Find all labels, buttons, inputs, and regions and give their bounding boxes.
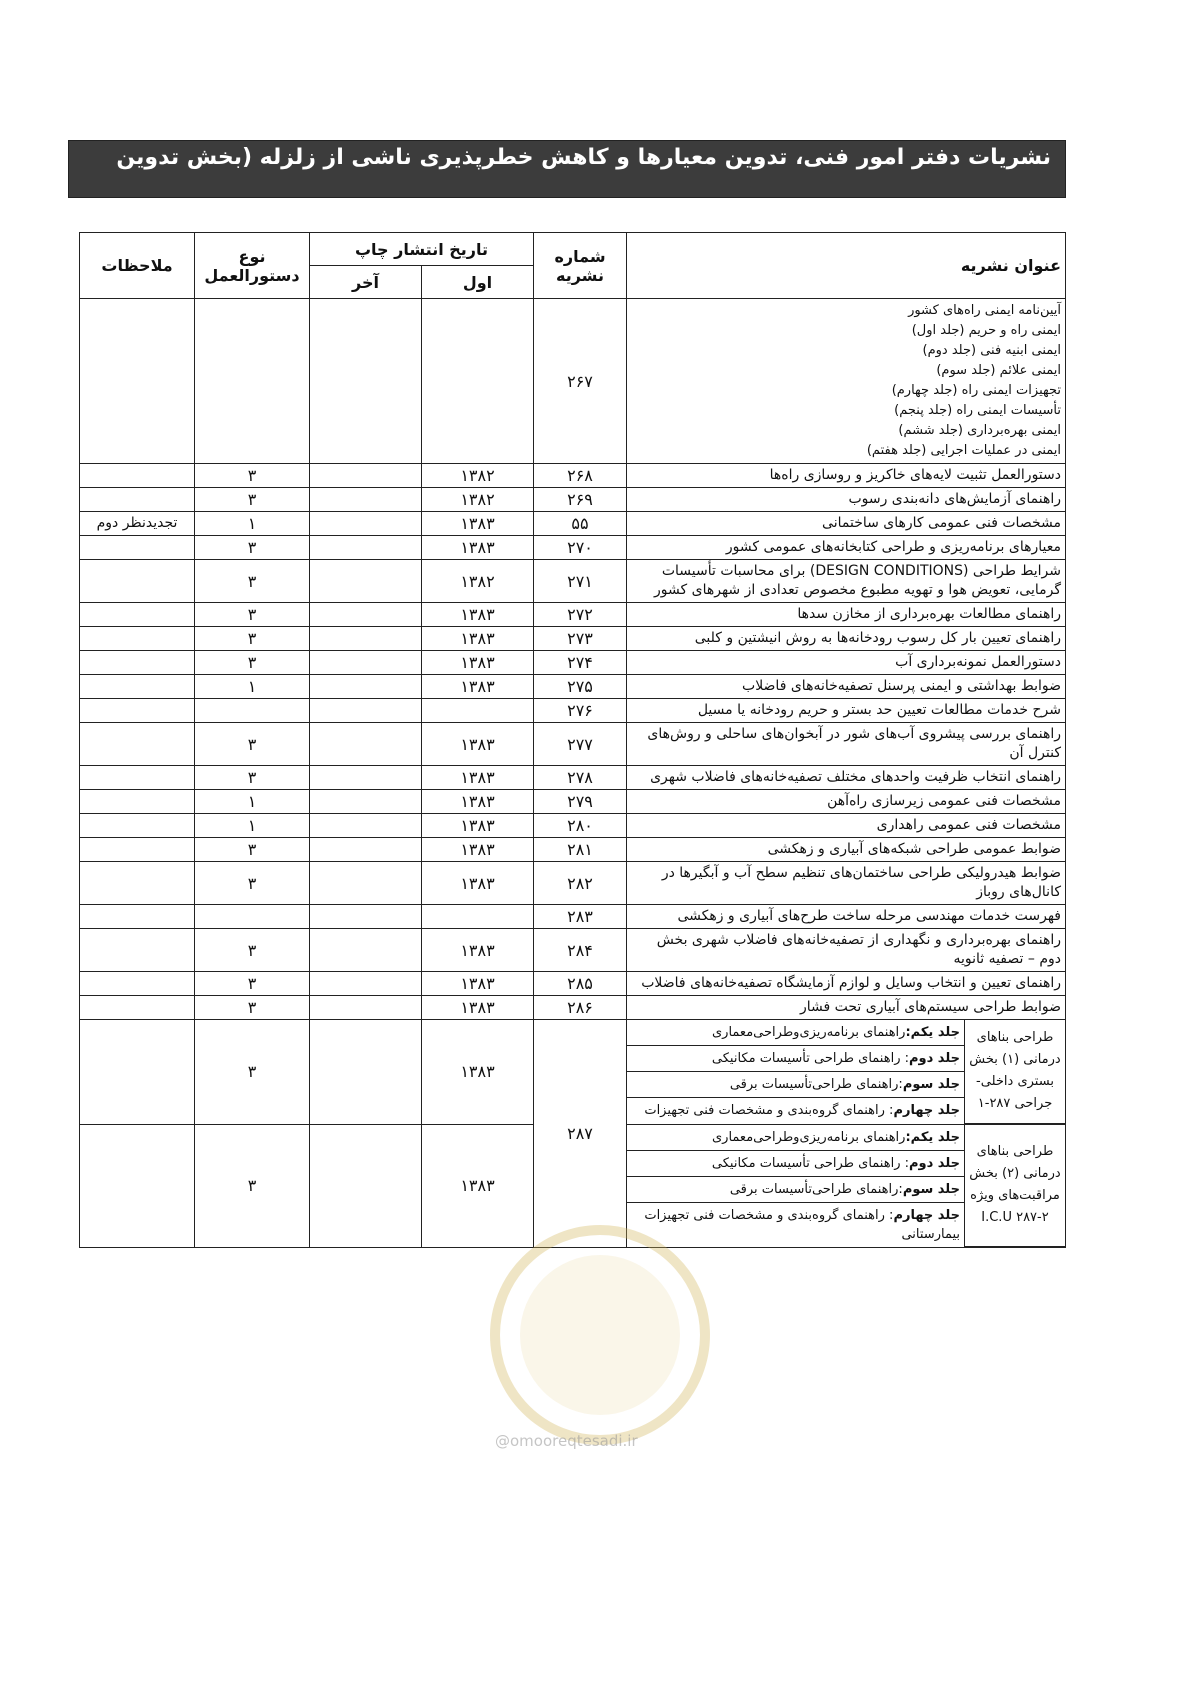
row-number: ۲۷۱ [534, 560, 627, 603]
row-type: ۳ [195, 929, 310, 972]
volume-text: : راهنمای گروه‌بندی و مشخصات فنی تجهیزات بیمارستانی [644, 1207, 960, 1242]
row-type: ۳ [195, 996, 310, 1020]
publications-table-wrapper [79, 232, 1066, 1248]
volume-text: : راهنمای طراحی تأسیسات مکانیکی [711, 1051, 909, 1066]
row-last-print [310, 675, 422, 699]
volume-label: جلد دوم [909, 1051, 960, 1066]
row-title-line: ایمنی بهره‌برداری (جلد ششم) [898, 423, 1061, 438]
row-title: راهنمای تعیین و انتخاب وسایل و لوازم آزمایشگاه تصفیه‌خانه‌های فاضلاب [627, 972, 1066, 996]
row-title: راهنمای بررسی پیشروی آب‌های شور در آبخوان‌های ساحلی و روش‌های کنترل آن [627, 723, 1066, 766]
row-first-print: ۱۳۸۳ [422, 929, 534, 972]
volume-text: : راهنمای گروه‌بندی و مشخصات فنی تجهیزات [644, 1103, 894, 1118]
page-banner [68, 140, 1066, 198]
row-notes [80, 675, 195, 699]
row-title: راهنمای آزمایش‌های دانه‌بندی رسوب [627, 488, 1066, 512]
row-number: ۲۸۰ [534, 814, 627, 838]
row-first-print: ۱۳۸۳ [422, 838, 534, 862]
row-notes [80, 814, 195, 838]
row-type [195, 905, 310, 929]
row-first-print [422, 905, 534, 929]
table-row [80, 675, 1066, 699]
row-notes: تجدیدنظر دوم [80, 512, 195, 536]
publications-table [79, 232, 1066, 1248]
row-notes [80, 536, 195, 560]
volume-row [627, 1020, 1065, 1046]
row-last-print [310, 488, 422, 512]
row-first-print [422, 699, 534, 723]
row-number: ۲۷۶ [534, 699, 627, 723]
row-last-print [310, 1020, 422, 1125]
row-notes [80, 972, 195, 996]
row-type: ۳ [195, 723, 310, 766]
row-type: ۳ [195, 1020, 310, 1125]
row-last-print [310, 814, 422, 838]
table-row [80, 627, 1066, 651]
row-title-group [627, 1124, 1066, 1248]
row-number: ۲۶۹ [534, 488, 627, 512]
row-type: ۳ [195, 972, 310, 996]
row-title: مشخصات فنی عمومی کارهای ساختمانی [627, 512, 1066, 536]
row-title: معیارهای برنامه‌ریزی و طراحی کتابخانه‌های عمومی کشور [627, 536, 1066, 560]
row-last-print [310, 838, 422, 862]
row-last-print [310, 560, 422, 603]
table-row [80, 814, 1066, 838]
row-notes [80, 838, 195, 862]
table-row [80, 603, 1066, 627]
row-notes [80, 1020, 195, 1125]
row-last-print [310, 929, 422, 972]
row-first-print: ۱۳۸۳ [422, 627, 534, 651]
volume-text: راهنمای برنامه‌ریزی‌وطراحی‌معماری [712, 1129, 906, 1145]
row-type: ۳ [195, 536, 310, 560]
table-body [80, 299, 1066, 1248]
table-row [80, 512, 1066, 536]
volume-item [627, 1072, 965, 1098]
row-number: ۲۷۴ [534, 651, 627, 675]
row-title: شرح خدمات مطالعات تعیین حد بستر و حریم رودخانه یا مسیل [627, 699, 1066, 723]
row-last-print [310, 723, 422, 766]
row-type [195, 699, 310, 723]
row-notes [80, 603, 195, 627]
row-first-print [422, 299, 534, 464]
row-first-print: ۱۳۸۳ [422, 512, 534, 536]
row-type: ۱ [195, 790, 310, 814]
table-row [80, 996, 1066, 1020]
row-first-print: ۱۳۸۲ [422, 464, 534, 488]
header-last-print: آخر [310, 266, 422, 299]
volume-item [627, 1150, 965, 1176]
row-first-print: ۱۳۸۳ [422, 1020, 534, 1125]
row-number: ۲۷۹ [534, 790, 627, 814]
row-title [627, 299, 1066, 464]
row-last-print [310, 512, 422, 536]
row-number: ۲۷۸ [534, 766, 627, 790]
row-last-print [310, 862, 422, 905]
volume-label: جلد دوم [909, 1155, 960, 1171]
row-last-print [310, 299, 422, 464]
row-number: ۲۷۵ [534, 675, 627, 699]
row-title: شرایط طراحی (DESIGN CONDITIONS) برای محاسبات تأسیسات گرمایی، تعویض هوا و تهویه مطبوع مخصوص تعدادی از شهرهای کشور [627, 560, 1066, 603]
group-label: طراحی بناهای درمانی (۲) بخش مراقبت‌های ویژه I.C.U ۲۸۷-۲ [965, 1125, 1066, 1247]
row-type: ۳ [195, 862, 310, 905]
row-last-print [310, 790, 422, 814]
row-last-print [310, 603, 422, 627]
row-title-line: ایمنی در عملیات اجرایی (جلد هفتم) [866, 443, 1061, 458]
table-row [80, 560, 1066, 603]
row-notes [80, 996, 195, 1020]
row-notes [80, 905, 195, 929]
volume-text: :راهنمای طراحی‌تأسیسات برقی [729, 1181, 903, 1197]
table-row [80, 536, 1066, 560]
volume-text: راهنمای برنامه‌ریزی‌وطراحی‌معماری [712, 1025, 906, 1040]
table-row [80, 651, 1066, 675]
row-first-print: ۱۳۸۳ [422, 862, 534, 905]
row-last-print [310, 905, 422, 929]
row-notes [80, 790, 195, 814]
table-row [80, 790, 1066, 814]
header-type: نوع دستورالعمل [195, 233, 310, 299]
row-notes [80, 1124, 195, 1248]
volume-row [627, 1125, 1065, 1151]
table-row [80, 1020, 1066, 1125]
row-notes [80, 464, 195, 488]
table-row [80, 838, 1066, 862]
seal-stamp [490, 1225, 710, 1445]
watermark-text: @omooreqtesadi.ir [495, 1432, 638, 1450]
row-title: راهنمای تعیین بار کل رسوب رودخانه‌ها به روش انیشتین و کلبی [627, 627, 1066, 651]
table-row [80, 699, 1066, 723]
row-first-print: ۱۳۸۳ [422, 536, 534, 560]
volume-subtable [627, 1125, 1065, 1248]
row-type: ۱ [195, 814, 310, 838]
row-notes [80, 929, 195, 972]
row-first-print: ۱۳۸۳ [422, 814, 534, 838]
row-title: ضوابط بهداشتی و ایمنی پرسنل تصفیه‌خانه‌های فاضلاب [627, 675, 1066, 699]
row-notes [80, 723, 195, 766]
row-first-print: ۱۳۸۲ [422, 560, 534, 603]
row-title-line: ایمنی علائم (جلد سوم) [936, 363, 1061, 378]
row-title-line: ایمنی ابنیه فنی (جلد دوم) [922, 343, 1061, 358]
row-number: ۲۷۰ [534, 536, 627, 560]
volume-text: : راهنمای طراحی تأسیسات مکانیکی [711, 1155, 909, 1171]
group-label: طراحی بناهای درمانی (۱) بخش بستری داخلی- جراحی ۲۸۷-۱ [965, 1020, 1066, 1123]
table-row [80, 972, 1066, 996]
volume-label: جلد چهارم [893, 1207, 960, 1223]
table-row [80, 464, 1066, 488]
row-notes [80, 488, 195, 512]
volume-label: جلد چهارم [893, 1103, 960, 1118]
row-type: ۱ [195, 675, 310, 699]
row-first-print: ۱۳۸۳ [422, 603, 534, 627]
row-type: ۳ [195, 488, 310, 512]
row-number: ۲۸۳ [534, 905, 627, 929]
row-number: ۲۸۴ [534, 929, 627, 972]
row-title: ضوابط عمومی طراحی شبکه‌های آبیاری و زهکشی [627, 838, 1066, 862]
table-row [80, 488, 1066, 512]
row-first-print: ۱۳۸۳ [422, 766, 534, 790]
banner-title: نشریات دفتر امور فنی، تدوین معیارها و کاهش خطرپذیری ناشی از زلزله (بخش تدوین [116, 145, 1051, 170]
row-title: دستورالعمل تثبیت لایه‌های خاکریز و روسازی راه‌ها [627, 464, 1066, 488]
row-first-print: ۱۳۸۳ [422, 1124, 534, 1248]
row-title: راهنمای مطالعات بهره‌برداری از مخازن سدها [627, 603, 1066, 627]
row-title-line: ایمنی راه و حریم (جلد اول) [911, 323, 1061, 338]
row-notes [80, 699, 195, 723]
row-number: ۲۷۲ [534, 603, 627, 627]
row-number: ۲۶۸ [534, 464, 627, 488]
row-last-print [310, 651, 422, 675]
volume-subtable [627, 1020, 1065, 1124]
row-type: ۳ [195, 603, 310, 627]
row-last-print [310, 766, 422, 790]
table-row [80, 905, 1066, 929]
row-last-print [310, 627, 422, 651]
row-type [195, 299, 310, 464]
volume-item [627, 1098, 965, 1124]
header-number: شماره نشریه [534, 233, 627, 299]
row-number: ۵۵ [534, 512, 627, 536]
table-row [80, 766, 1066, 790]
row-title: راهنمای بهره‌برداری و نگهداری از تصفیه‌خانه‌های فاضلاب شهری بخش دوم – تصفیه ثانویه [627, 929, 1066, 972]
volume-label: جلد سوم [902, 1077, 960, 1092]
row-title-line: تجهیزات ایمنی راه (جلد چهارم) [891, 383, 1061, 398]
row-first-print: ۱۳۸۳ [422, 790, 534, 814]
header-first-print: اول [422, 266, 534, 299]
row-first-print: ۱۳۸۳ [422, 723, 534, 766]
row-number: ۲۸۶ [534, 996, 627, 1020]
row-last-print [310, 996, 422, 1020]
seal-stamp-inner [520, 1255, 680, 1415]
row-type: ۳ [195, 627, 310, 651]
row-title: دستورالعمل نمونه‌برداری آب [627, 651, 1066, 675]
row-notes [80, 862, 195, 905]
volume-label: جلد سوم [902, 1181, 960, 1197]
header-title: عنوان نشریه [627, 233, 1066, 299]
row-type: ۳ [195, 838, 310, 862]
row-notes [80, 299, 195, 464]
header-notes: ملاحظات [80, 233, 195, 299]
row-title-group [627, 1020, 1066, 1125]
row-type: ۳ [195, 1124, 310, 1248]
row-last-print [310, 536, 422, 560]
row-number: ۲۸۵ [534, 972, 627, 996]
row-first-print: ۱۳۸۳ [422, 996, 534, 1020]
table-row [80, 723, 1066, 766]
row-title: مشخصات فنی عمومی زیرسازی راه‌آهن [627, 790, 1066, 814]
row-last-print [310, 464, 422, 488]
row-number: ۲۸۲ [534, 862, 627, 905]
volume-item [627, 1046, 965, 1072]
row-title-line: تأسیسات ایمنی راه (جلد پنجم) [894, 403, 1061, 418]
row-number: ۲۸۷ [534, 1020, 627, 1248]
table-row [80, 929, 1066, 972]
row-notes [80, 560, 195, 603]
row-number: ۲۷۷ [534, 723, 627, 766]
row-last-print [310, 699, 422, 723]
row-type: ۳ [195, 560, 310, 603]
row-title-line: آیین‌نامه ایمنی راه‌های کشور [908, 303, 1061, 318]
row-notes [80, 651, 195, 675]
volume-label: جلد یکم: [905, 1025, 960, 1040]
volume-item [627, 1202, 965, 1247]
volume-item [627, 1125, 965, 1151]
row-first-print: ۱۳۸۳ [422, 675, 534, 699]
volume-item [627, 1020, 965, 1046]
header-date-group: تاریخ انتشار چاپ [310, 233, 534, 266]
volume-item [627, 1176, 965, 1202]
volume-text: :راهنمای طراحی‌تأسیسات برقی [729, 1077, 903, 1092]
row-first-print: ۱۳۸۳ [422, 972, 534, 996]
row-notes [80, 766, 195, 790]
row-title: فهرست خدمات مهندسی مرحله ساخت طرح‌های آبیاری و زهکشی [627, 905, 1066, 929]
row-last-print [310, 1124, 422, 1248]
row-number: ۲۷۳ [534, 627, 627, 651]
row-type: ۳ [195, 464, 310, 488]
row-type: ۳ [195, 651, 310, 675]
row-last-print [310, 972, 422, 996]
row-notes [80, 627, 195, 651]
row-number: ۲۸۱ [534, 838, 627, 862]
row-first-print: ۱۳۸۲ [422, 488, 534, 512]
row-type: ۱ [195, 512, 310, 536]
table-row [80, 299, 1066, 464]
row-number: ۲۶۷ [534, 299, 627, 464]
row-first-print: ۱۳۸۳ [422, 651, 534, 675]
row-title: مشخصات فنی عمومی راهداری [627, 814, 1066, 838]
row-title: ضوابط طراحی سیستم‌های آبیاری تحت فشار [627, 996, 1066, 1020]
table-row [80, 862, 1066, 905]
row-title: ضوابط هیدرولیکی طراحی ساختمان‌های تنظیم سطح آب و آبگیرها در کانال‌های روباز [627, 862, 1066, 905]
volume-label: جلد یکم: [905, 1129, 960, 1145]
row-title: راهنمای انتخاب ظرفیت واحدهای مختلف تصفیه‌خانه‌های فاضلاب شهری [627, 766, 1066, 790]
row-type: ۳ [195, 766, 310, 790]
